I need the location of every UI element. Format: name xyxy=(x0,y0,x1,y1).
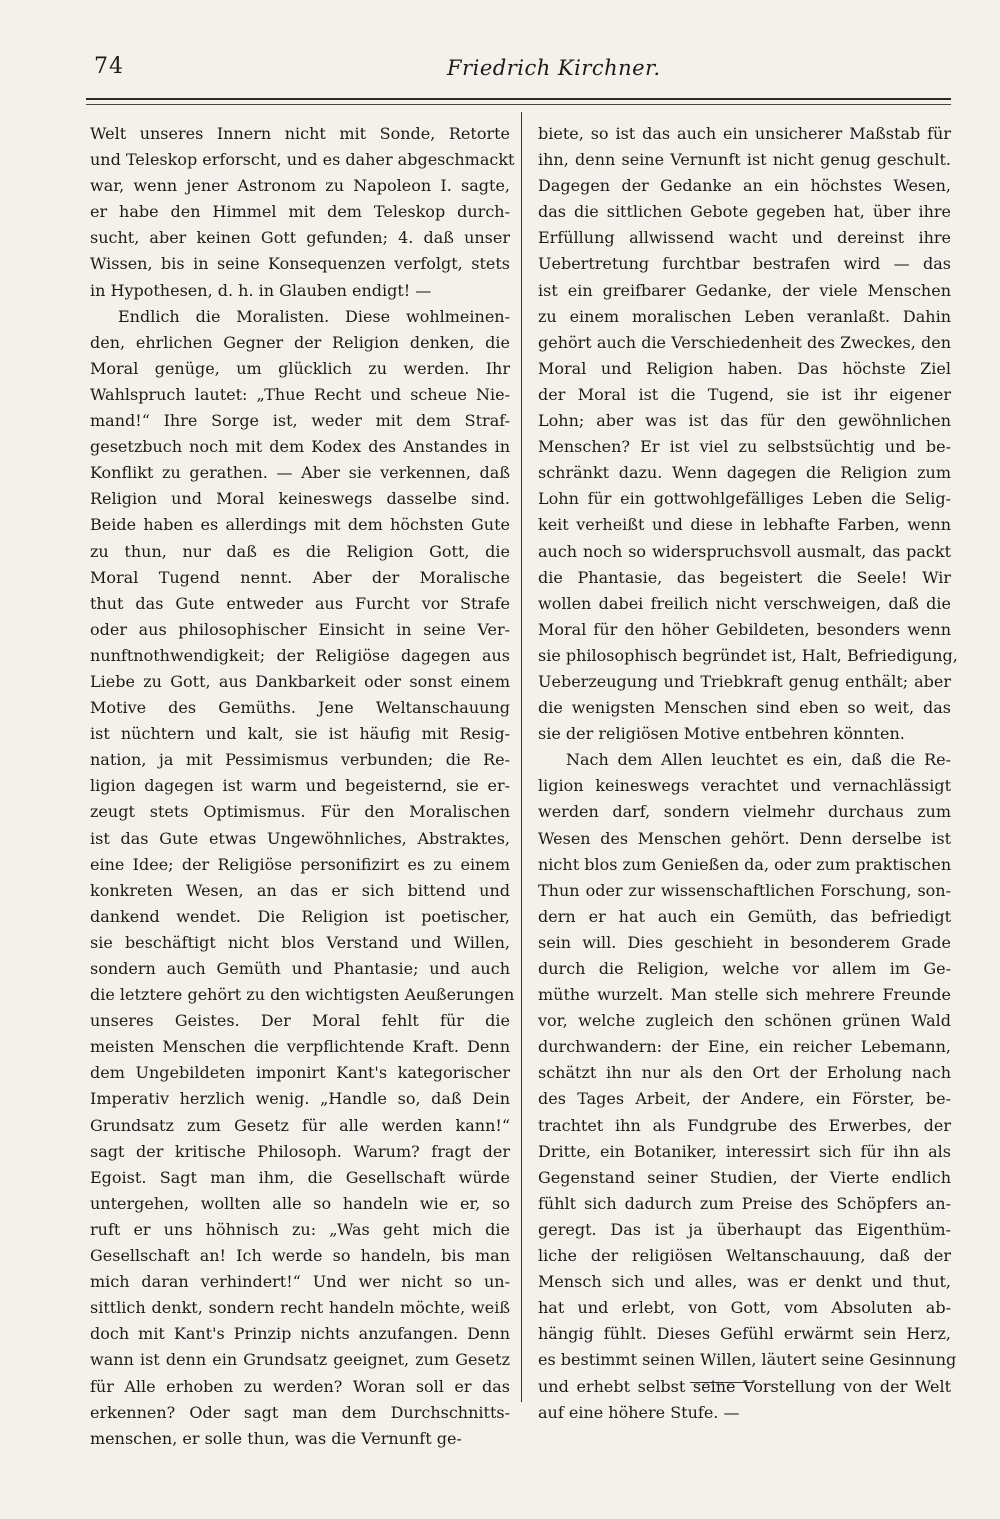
column-divider xyxy=(521,112,522,1402)
text-line: Ueberzeugung und Triebkraft genug enthält; aber xyxy=(538,671,951,691)
text-line: zu einem moralischen Leben veranlaßt. Dahin xyxy=(538,306,951,326)
text-line: Religion und Moral keineswegs dasselbe sind. xyxy=(90,489,510,509)
text-line: Wahlspruch lautet: „Thue Recht und scheue Nie- xyxy=(90,384,510,404)
text-line: Moral und Religion haben. Das höchste Ziel xyxy=(538,358,951,378)
text-line: schränkt dazu. Wenn dagegen die Religion zum xyxy=(538,463,951,483)
text-line: fühlt sich dadurch zum Preise des Schöpfers an- xyxy=(538,1193,951,1213)
text-line: Grundsatz zum Gesetz für alle werden kann!“ xyxy=(90,1115,510,1135)
text-line: dankend wendet. Die Religion ist poetischer, xyxy=(90,906,510,926)
text-line: ligion keineswegs verachtet und vernachlässigt xyxy=(538,776,951,796)
text-line: ist ein greifbarer Gedanke, der viele Menschen xyxy=(538,280,951,300)
text-line: mich daran verhindert!“ Und wer nicht so un- xyxy=(90,1272,510,1292)
text-line: ist das Gute etwas Ungewöhnliches, Abstraktes, xyxy=(90,828,510,848)
text-line: das die sittlichen Gebote gegeben hat, über ihre xyxy=(538,202,951,222)
text-line: des Tages Arbeit, der Andere, ein Förster, be- xyxy=(538,1089,951,1109)
section-end-rule xyxy=(690,1382,754,1383)
text-line: sucht, aber keinen Gott gefunden; 4. daß unser xyxy=(90,228,510,248)
text-line: menschen, er solle thun, was die Vernunft ge- xyxy=(90,1428,462,1448)
text-line: Nach dem Allen leuchtet es ein, daß die Re- xyxy=(566,750,951,770)
text-line: Uebertretung furchtbar bestrafen wird — das xyxy=(538,254,951,274)
text-line: konkreten Wesen, an das er sich bittend und xyxy=(90,880,510,900)
text-line: sie beschäftigt nicht blos Verstand und Willen, xyxy=(90,932,510,952)
text-line: Endlich die Moralisten. Diese wohlmeinen- xyxy=(118,306,510,326)
text-line: gehört auch die Verschiedenheit des Zweckes, den xyxy=(538,332,951,352)
text-line: mand!“ Ihre Sorge ist, weder mit dem Straf- xyxy=(90,411,510,431)
text-line: doch mit Kant's Prinzip nichts anzufangen. Denn xyxy=(90,1324,510,1344)
text-line: Moral Tugend nennt. Aber der Moralische xyxy=(90,567,510,587)
text-line: keit verheißt und diese in lebhafte Farben, wenn xyxy=(538,515,951,535)
text-line: die wenigsten Menschen sind eben so weit, das xyxy=(538,698,951,718)
text-line: Moral genüge, um glücklich zu werden. Ihr xyxy=(90,358,510,378)
text-line: nation, ja mit Pessimismus verbunden; die Re- xyxy=(90,750,510,770)
text-line: dem Ungebildeten imponirt Kant's kategorischer xyxy=(90,1063,510,1083)
running-head: Friedrich Kirchner. xyxy=(447,56,661,80)
text-line: oder aus philosophischer Einsicht in seine Ver- xyxy=(90,619,510,639)
text-line: Beide haben es allerdings mit dem höchsten Gute xyxy=(90,515,510,535)
text-line: hat und erlebt, von Gott, vom Absoluten ab- xyxy=(538,1298,951,1318)
text-line: Lohn; aber was ist das für den gewöhnlichen xyxy=(538,411,951,431)
text-line: Welt unseres Innern nicht mit Sonde, Retorte xyxy=(90,124,510,143)
text-line: meisten Menschen die verpflichtende Kraft. Denn xyxy=(90,1037,510,1057)
text-line: liche der religiösen Weltanschauung, daß der xyxy=(538,1246,951,1266)
text-line: für Alle erhoben zu werden? Woran soll er das xyxy=(90,1376,510,1396)
text-line: ligion dagegen ist warm und begeisternd, sie er- xyxy=(90,776,510,796)
text-line: war, wenn jener Astronom zu Napoleon I. sagte, xyxy=(90,176,510,196)
text-line: schätzt ihn nur als den Ort der Erholung nach xyxy=(538,1063,951,1083)
text-line: auch noch so widerspruchsvoll ausmalt, das packt xyxy=(538,541,951,561)
header-rule xyxy=(86,98,951,100)
left-text-column xyxy=(90,121,515,1452)
text-line: wann ist denn ein Grundsatz geeignet, zum Gesetz xyxy=(90,1350,510,1370)
text-line: trachtet ihn als Fundgrube des Erwerbes, der xyxy=(538,1115,951,1135)
text-line: und erhebt selbst seine Vorstellung von der Welt xyxy=(538,1376,951,1396)
text-line: erkennen? Oder sagt man dem Durchschnitts- xyxy=(90,1402,510,1422)
text-line: dern er hat auch ein Gemüth, das befriedigt xyxy=(538,906,951,926)
header-rule-thin xyxy=(86,104,951,105)
text-line: unseres Geistes. Der Moral fehlt für die xyxy=(90,1011,510,1031)
text-line: er habe den Himmel mit dem Teleskop durch- xyxy=(90,202,510,222)
text-line: sondern auch Gemüth und Phantasie; und auch xyxy=(90,959,510,978)
text-line: Thun oder zur wissenschaftlichen Forschung, son- xyxy=(538,880,951,900)
text-line: vor, welche zugleich den schönen grünen Wald xyxy=(538,1011,951,1031)
text-line: Gegenstand seiner Studien, der Vierte endlich xyxy=(538,1167,951,1187)
text-line: müthe wurzelt. Man stelle sich mehrere Freunde xyxy=(538,985,951,1005)
text-line: durch die Religion, welche vor allem im Ge- xyxy=(538,959,951,978)
text-line: thut das Gute entweder aus Furcht vor Strafe xyxy=(90,593,510,613)
text-line: die Phantasie, das begeistert die Seele! Wir xyxy=(538,567,951,587)
text-line: Liebe zu Gott, aus Dankbarkeit oder sonst einem xyxy=(90,671,510,691)
text-line: werden darf, sondern vielmehr durchaus zum xyxy=(538,802,951,822)
text-line: geregt. Das ist ja überhaupt das Eigenthüm- xyxy=(538,1219,951,1239)
text-line: sein will. Dies geschieht in besonderem Grade xyxy=(538,932,951,952)
text-line: und Teleskop erforscht, und es daher abgeschmackt xyxy=(90,150,515,170)
text-line: nunftnothwendigkeit; der Religiöse dagegen aus xyxy=(90,645,510,665)
text-line: Egoist. Sagt man ihm, die Gesellschaft würde xyxy=(90,1167,510,1187)
text-line: Erfüllung allwissend wacht und dereinst ihre xyxy=(538,228,951,248)
text-line: sagt der kritische Philosoph. Warum? fragt der xyxy=(90,1141,510,1161)
text-line: Motive des Gemüths. Jene Weltanschauung xyxy=(90,698,510,718)
text-line: ihn, denn seine Vernunft ist nicht genug geschult. xyxy=(538,150,951,170)
text-line: gesetzbuch noch mit dem Kodex des Anstandes in xyxy=(90,437,510,457)
text-line: zu thun, nur daß es die Religion Gott, die xyxy=(90,541,510,561)
text-line: untergehen, wollten alle so handeln wie er, so xyxy=(90,1193,510,1213)
text-line: Dagegen der Gedanke an ein höchstes Wesen, xyxy=(538,176,951,196)
text-line: wollen dabei freilich nicht verschweigen, daß die xyxy=(538,593,951,613)
text-line: Wissen, bis in seine Konsequenzen verfolgt, stets xyxy=(90,254,510,274)
text-line: nicht blos zum Genießen da, oder zum praktischen xyxy=(538,854,952,874)
text-line: Konflikt zu gerathen. — Aber sie verkennen, daß xyxy=(90,463,510,483)
text-line: Lohn für ein gottwohlgefälliges Leben die Selig- xyxy=(538,489,951,509)
text-line: der Moral ist die Tugend, sie ist ihr eigener xyxy=(538,384,951,404)
text-line: sittlich denkt, sondern recht handeln möchte, weiß xyxy=(90,1298,510,1318)
text-line: in Hypothesen, d. h. in Glauben endigt! — xyxy=(90,280,432,300)
text-line: Moral für den höher Gebildeten, besonders wenn xyxy=(538,619,951,639)
right-text-column xyxy=(538,121,958,1426)
text-line: Mensch sich und alles, was er denkt und thut, xyxy=(538,1272,951,1292)
text-line: ist nüchtern und kalt, sie ist häufig mit Resig- xyxy=(90,724,510,744)
text-line: Dritte, ein Botaniker, interessirt sich für ihn als xyxy=(538,1141,951,1161)
text-line: Menschen? Er ist viel zu selbstsüchtig und be- xyxy=(538,437,951,457)
text-line: eine Idee; der Religiöse personifizirt es zu einem xyxy=(90,854,510,874)
text-line: die letztere gehört zu den wichtigsten Aeußerungen xyxy=(90,985,515,1005)
text-line: Imperativ herzlich wenig. „Handle so, daß Dein xyxy=(90,1089,510,1109)
text-line: ruft er uns höhnisch zu: „Was geht mich die xyxy=(90,1219,510,1239)
text-line: sie philosophisch begründet ist, Halt, Befriedigung, xyxy=(538,645,958,665)
text-line: durchwandern: der Eine, ein reicher Lebemann, xyxy=(538,1037,951,1057)
text-line: auf eine höhere Stufe. — xyxy=(538,1402,740,1422)
text-line: Gesellschaft an! Ich werde so handeln, bis man xyxy=(90,1246,510,1266)
text-line: Wesen des Menschen gehört. Denn derselbe ist xyxy=(538,828,951,848)
page-number: 74 xyxy=(94,54,124,79)
text-line: es bestimmt seinen Willen, läutert seine Gesinnung xyxy=(538,1350,957,1370)
text-line: hängig fühlt. Dieses Gefühl erwärmt sein Herz, xyxy=(538,1324,951,1344)
text-line: zeugt stets Optimismus. Für den Moralischen xyxy=(90,802,510,822)
text-line: sie der religiösen Motive entbehren könnten. xyxy=(538,724,905,744)
text-line: biete, so ist das auch ein unsicherer Maßstab für xyxy=(538,124,951,143)
text-line: den, ehrlichen Gegner der Religion denken, die xyxy=(90,332,510,352)
